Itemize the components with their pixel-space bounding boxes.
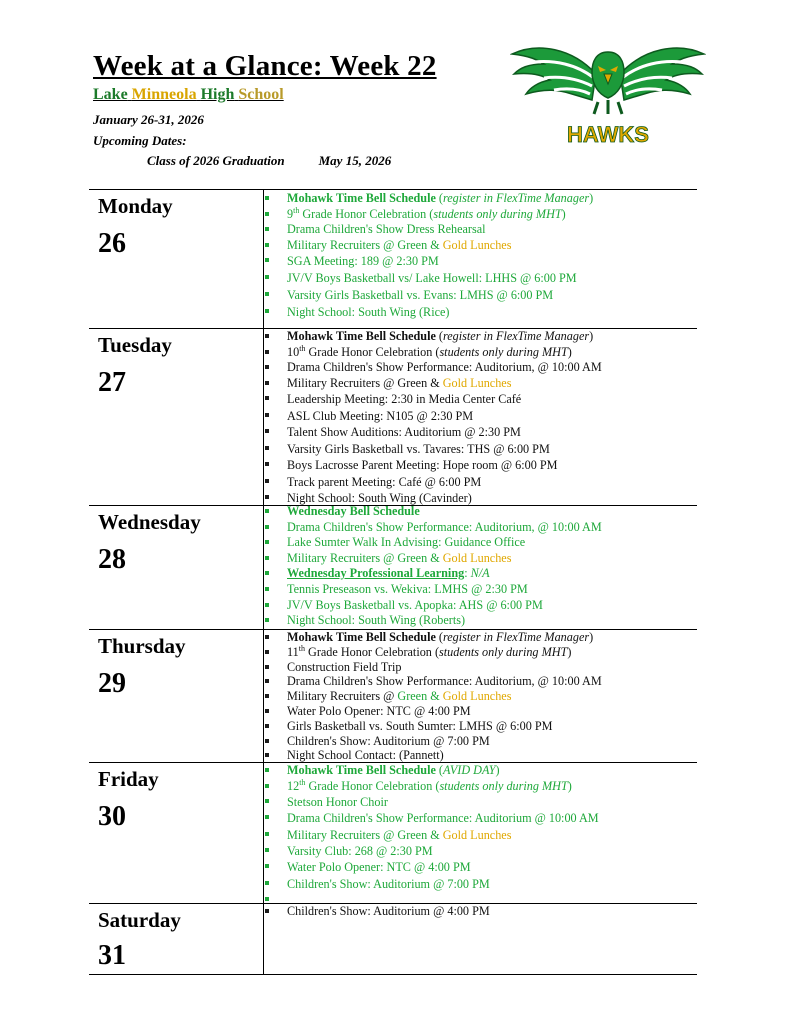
event-item: Leadership Meeting: 2:30 in Media Center Café — [264, 391, 697, 408]
event-list — [264, 504, 697, 629]
upcoming-event: Class of 2026 Graduation — [147, 153, 285, 168]
event-item: 12th Grade Honor Celebration (students only during MHT) — [264, 779, 697, 795]
day-cell — [89, 329, 264, 505]
day-cell — [89, 763, 264, 903]
page-title: Week at a Glance: Week 22 — [93, 50, 437, 82]
event-item: Varsity Girls Basketball vs. Evans: LMHS @ 6:00 PM — [264, 287, 697, 304]
school-name-lake: Lake — [93, 86, 128, 103]
event-item: Military Recruiters @ Green & Gold Lunches — [264, 827, 697, 843]
event-item: Drama Children's Show Dress Rehearsal — [264, 222, 697, 238]
day-number: 27 — [98, 367, 126, 398]
week-dates: January 26-31, 2026 — [93, 112, 204, 127]
event-item: Wednesday Bell Schedule — [264, 504, 697, 520]
event-item: Night School Contact: (Pannett) — [264, 748, 697, 763]
day-name: Wednesday — [98, 510, 201, 534]
event-item: Drama Children's Show Performance: Auditorium, @ 10:00 AM — [264, 674, 697, 689]
event-item: Drama Children's Show Performance: Auditorium, @ 10:00 AM — [264, 520, 697, 536]
day-cell — [89, 190, 264, 328]
event-item: Talent Show Auditions: Auditorium @ 2:30 PM — [264, 424, 697, 441]
day-row-monday — [89, 190, 697, 329]
event-item: Tennis Preseason vs. Wekiva: LMHS @ 2:30 PM — [264, 582, 697, 598]
school-name-high: High — [200, 86, 235, 103]
event-item: Varsity Girls Basketball vs. Tavares: THS @ 6:00 PM — [264, 441, 697, 458]
event-item: Drama Children's Show Performance: Auditorium @ 10:00 AM — [264, 810, 697, 826]
day-cell — [89, 630, 264, 762]
event-item: Night School: South Wing (Rice) — [264, 304, 697, 321]
event-item: SGA Meeting: 189 @ 2:30 PM — [264, 253, 697, 270]
event-item: Children's Show: Auditorium @ 4:00 PM — [264, 904, 697, 920]
week-schedule-table — [89, 189, 697, 975]
event-list — [264, 329, 697, 507]
event-item: Military Recruiters @ Green & Gold Lunches — [264, 551, 697, 567]
event-item: Lake Sumter Walk In Advising: Guidance Office — [264, 535, 697, 551]
event-item: Girls Basketball vs. South Sumter: LMHS @ 6:00 PM — [264, 719, 697, 734]
event-item: Night School: South Wing (Roberts) — [264, 613, 697, 629]
event-item: Stetson Honor Choir — [264, 794, 697, 810]
event-item: 11th Grade Honor Celebration (students only during MHT) — [264, 645, 697, 660]
day-cell — [89, 506, 264, 629]
event-item: 10th Grade Honor Celebration (students only during MHT) — [264, 345, 697, 361]
day-number: 26 — [98, 228, 126, 259]
school-name-minneola: Minneola — [131, 86, 197, 103]
event-item: Wednesday Professional Learning: N/A — [264, 566, 697, 582]
hawk-head-icon — [592, 52, 624, 114]
event-list — [264, 630, 697, 763]
event-item: Mohawk Time Bell Schedule (AVID DAY) — [264, 763, 697, 779]
event-item: Military Recruiters @ Green & Gold Lunches — [264, 376, 697, 392]
event-item: 9th Grade Honor Celebration (students only during MHT) — [264, 207, 697, 223]
event-item: Night School: South Wing (Cavinder) — [264, 490, 697, 507]
event-list — [264, 191, 697, 321]
event-item: Construction Field Trip — [264, 660, 697, 675]
school-name-school: School — [238, 86, 284, 103]
event-list — [264, 763, 697, 906]
upcoming-label: Upcoming Dates: — [93, 133, 187, 148]
school-name — [93, 86, 284, 104]
upcoming-date: May 15, 2026 — [318, 153, 392, 168]
event-item: Military Recruiters @ Green & Gold Lunches — [264, 238, 697, 254]
day-row-wednesday — [89, 506, 697, 630]
event-list — [264, 904, 697, 920]
day-name: Monday — [98, 194, 173, 218]
event-item: Mohawk Time Bell Schedule (register in FlexTime Manager) — [264, 329, 697, 345]
hawks-logo-icon — [510, 38, 706, 150]
day-number: 31 — [98, 940, 126, 971]
day-number: 29 — [98, 668, 126, 699]
event-item: ASL Club Meeting: N105 @ 2:30 PM — [264, 408, 697, 425]
logo-text: HAWKS — [567, 122, 649, 147]
event-item: Water Polo Opener: NTC @ 4:00 PM — [264, 704, 697, 719]
day-name: Saturday — [98, 908, 181, 932]
day-name: Friday — [98, 767, 159, 791]
day-row-tuesday — [89, 329, 697, 506]
event-item: Water Polo Opener: NTC @ 4:00 PM — [264, 859, 697, 875]
event-item: Children's Show: Auditorium @ 7:00 PM — [264, 734, 697, 749]
event-item: Track parent Meeting: Café @ 6:00 PM — [264, 474, 697, 491]
event-item: Children's Show: Auditorium @ 7:00 PM — [264, 876, 697, 892]
day-number: 28 — [98, 544, 126, 575]
right-wing-icon — [620, 48, 704, 100]
upcoming-item — [147, 153, 391, 169]
day-name: Thursday — [98, 634, 186, 658]
event-item: Boys Lacrosse Parent Meeting: Hope room @ 6:00 PM — [264, 457, 697, 474]
day-row-saturday — [89, 904, 697, 975]
event-item: JV/V Boys Basketball vs. Apopka: AHS @ 6:00 PM — [264, 598, 697, 614]
event-item: Military Recruiters @ Green & Gold Lunches — [264, 689, 697, 704]
day-name: Tuesday — [98, 333, 172, 357]
day-number: 30 — [98, 801, 126, 832]
event-item: Drama Children's Show Performance: Auditorium, @ 10:00 AM — [264, 360, 697, 376]
event-item: Mohawk Time Bell Schedule (register in FlexTime Manager) — [264, 191, 697, 207]
event-item: Varsity Club: 268 @ 2:30 PM — [264, 843, 697, 859]
event-item: JV/V Boys Basketball vs/ Lake Howell: LHHS @ 6:00 PM — [264, 270, 697, 287]
day-cell — [89, 904, 264, 974]
day-row-friday — [89, 763, 697, 904]
day-row-thursday — [89, 630, 697, 763]
event-item: Mohawk Time Bell Schedule (register in FlexTime Manager) — [264, 630, 697, 645]
left-wing-icon — [512, 48, 596, 100]
